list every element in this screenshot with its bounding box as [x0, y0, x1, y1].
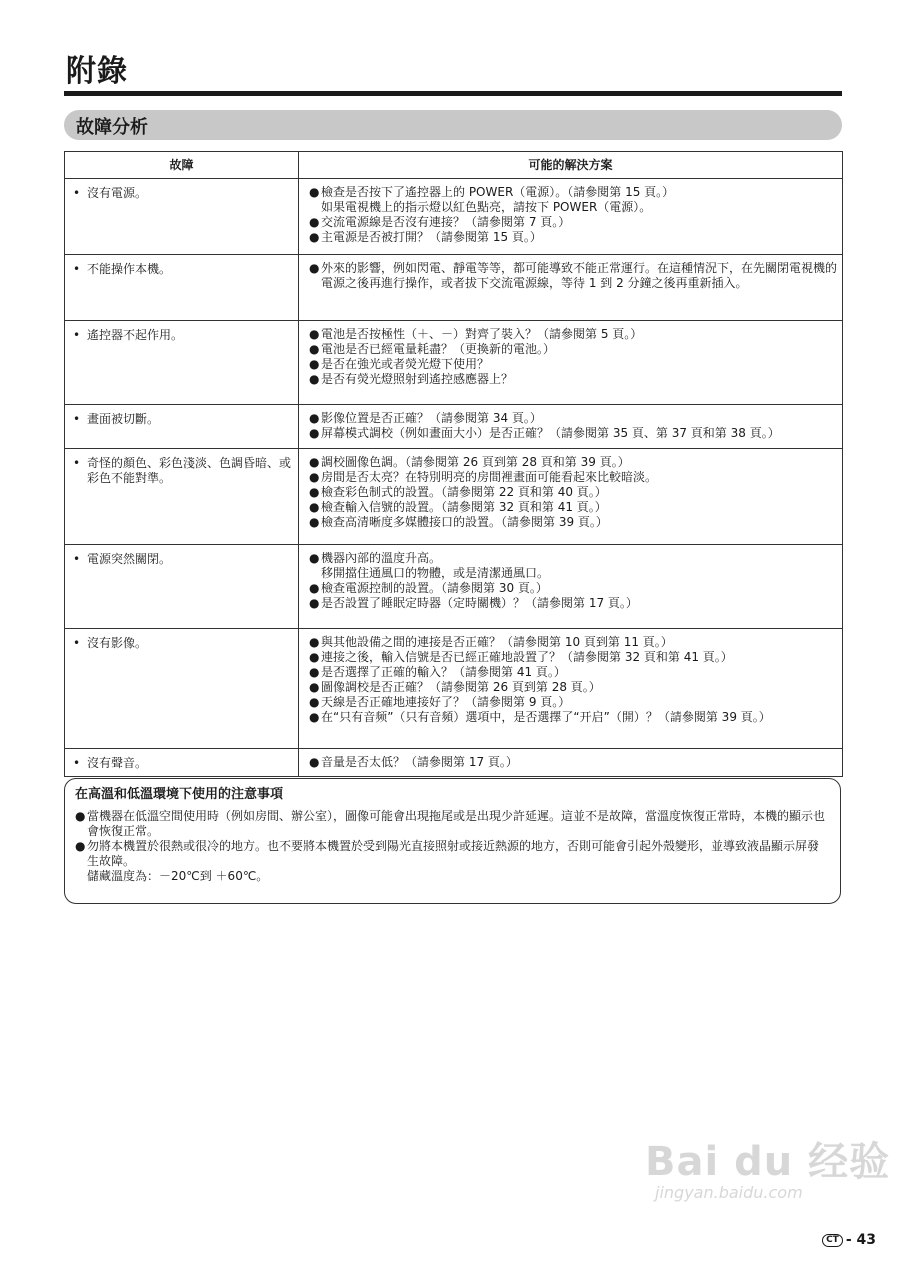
column-header-solution: 可能的解決方案: [299, 152, 843, 179]
notice-item: [75, 839, 830, 884]
solution-item: [309, 372, 838, 387]
bullet-icon: ●: [309, 485, 320, 499]
solution-item: [309, 635, 838, 650]
watermark-url: jingyan.baidu.com: [655, 1183, 803, 1202]
solution-text: 檢查電源控制的設置。（請參閱第 30 頁。）: [321, 581, 548, 595]
solution-text: 電池是否按極性（＋、－）對齊了裝入？（請參閱第 5 頁。）: [321, 327, 643, 341]
table-row: [65, 449, 843, 545]
bullet-icon: •: [73, 186, 81, 200]
notice-text: 當機器在低溫空間使用時（例如房間、辦公室），圖像可能會出現拖尾或是出現少許延遲。這並不是故障，當溫度恢復正常時，本機的顯示也會恢復正常。: [87, 809, 826, 838]
solution-item: [309, 551, 838, 581]
watermark-logo: Bai du 经验: [645, 1139, 891, 1185]
solution-text: 檢查輸入信號的設置。（請參閱第 32 頁和第 41 頁。）: [321, 500, 607, 514]
title-rule: [64, 91, 842, 96]
notice-list: [75, 809, 830, 884]
solution-text: 檢查高清晰度多媒體接口的設置。（請參閱第 39 頁。）: [321, 515, 608, 529]
bullet-icon: •: [73, 756, 81, 770]
solution-text: 調校圖像色調。（請參閱第 26 頁到第 28 頁和第 39 頁。）: [321, 455, 630, 469]
problem-text: 沒有電源。: [87, 186, 148, 200]
solution-list: [309, 185, 838, 245]
solution-text: 電池是否已經電量耗盡？（更換新的電池。）: [321, 342, 556, 356]
section-header: [64, 110, 842, 140]
solution-text: 屏幕模式調校（例如畫面大小）是否正確？（請參閱第 35 頁、第 37 頁和第 38 頁。）: [321, 426, 780, 440]
problem-cell: [65, 321, 299, 405]
solution-text: 檢查彩色制式的設置。（請參閱第 22 頁和第 40 頁。）: [321, 485, 607, 499]
table-row: [65, 629, 843, 749]
solution-text: 是否選擇了正確的輸入？（請參閱第 41 頁。）: [321, 665, 566, 679]
solution-list: [309, 261, 838, 291]
bullet-icon: ●: [309, 327, 320, 341]
bullet-icon: ●: [309, 680, 320, 694]
bullet-icon: ●: [309, 596, 320, 610]
problem-item: [73, 636, 292, 651]
solution-cell: [299, 405, 843, 449]
bullet-icon: ●: [309, 515, 320, 529]
notice-box: [64, 778, 841, 904]
solution-item: [309, 357, 838, 372]
solution-text: 天線是否正確地連接好了？（請參閱第 9 頁。）: [321, 695, 571, 709]
problem-cell: [65, 629, 299, 749]
solution-cell: [299, 449, 843, 545]
bullet-icon: ●: [309, 261, 320, 275]
problem-cell: [65, 255, 299, 321]
problem-text: 遙控器不起作用。: [87, 328, 184, 342]
bullet-icon: ●: [309, 455, 320, 469]
bullet-icon: ●: [309, 551, 320, 565]
solution-text: 是否設置了睡眠定時器（定時關機）？（請參閱第 17 頁。）: [321, 596, 638, 610]
bullet-icon: •: [73, 456, 81, 470]
solution-item: [309, 426, 838, 441]
bullet-icon: ●: [309, 411, 320, 425]
watermark: [645, 1140, 890, 1202]
solution-item: [309, 596, 838, 611]
bullet-icon: •: [73, 328, 81, 342]
solution-list: [309, 327, 838, 387]
bullet-icon: ●: [309, 695, 320, 709]
table-row: [65, 545, 843, 629]
page-number: - 43: [845, 1232, 876, 1248]
problem-cell: [65, 449, 299, 545]
solution-list: [309, 551, 838, 611]
solution-text: 音量是否太低？（請參閱第 17 頁。）: [321, 755, 518, 769]
solution-item: [309, 327, 838, 342]
solution-text: 主電源是否被打開？（請參閱第 15 頁。）: [321, 230, 542, 244]
bullet-icon: •: [73, 412, 81, 426]
problem-cell: [65, 749, 299, 777]
page-title: 附錄: [66, 54, 128, 89]
bullet-icon: •: [73, 552, 81, 566]
solution-list: [309, 455, 838, 530]
solution-list: [309, 635, 838, 725]
solution-text: 外來的影響，例如閃電、靜電等等，都可能導致不能正常運行。在這種情況下，在先關閉電視機的電源之後再進行操作，或者拔下交流電源線，等待 1 到 2 分鐘之後再重新插入。: [321, 261, 838, 290]
solution-text: 是否在強光或者熒光燈下使用？: [321, 357, 490, 371]
solution-text: 是否有熒光燈照射到遙控感應器上？: [321, 372, 514, 386]
solution-text: 檢查是否按下了遙控器上的 POWER（電源）。（請參閱第 15 頁。） 如果電視機上的指示燈以紅色點亮，請按下 POWER（電源）。: [321, 185, 675, 214]
bullet-icon: ●: [309, 230, 320, 244]
solution-item: [309, 185, 838, 215]
solution-text: 房間是否太亮？在特別明亮的房間裡畫面可能看起來比較暗淡。: [321, 470, 658, 484]
column-header-problem: 故障: [65, 152, 299, 179]
solution-text: 與其他設備之間的連接是否正確？（請參閱第 10 頁到第 11 頁。）: [321, 635, 673, 649]
bullet-icon: ●: [75, 839, 86, 853]
solution-item: [309, 470, 838, 485]
notice-item: [75, 809, 830, 839]
bullet-icon: ●: [309, 650, 320, 664]
solution-item: [309, 755, 838, 770]
solution-cell: [299, 255, 843, 321]
problem-item: [73, 328, 292, 343]
problem-item: [73, 186, 292, 201]
solution-item: [309, 500, 838, 515]
table-row: [65, 321, 843, 405]
bullet-icon: ●: [75, 809, 86, 823]
bullet-icon: ●: [309, 426, 320, 440]
problem-text: 電源突然關閉。: [87, 552, 172, 566]
solution-item: [309, 680, 838, 695]
solution-item: [309, 581, 838, 596]
bullet-icon: •: [73, 262, 81, 276]
table-header-row: [65, 152, 843, 179]
solution-cell: [299, 749, 843, 777]
notice-text: 勿將本機置於很熱或很冷的地方。也不要將本機置於受到陽光直接照射或接近熱源的地方，否則可能會引起外殼變形，並導致液晶顯示屏發生故障。 儲藏溫度為：－20℃到 ＋60℃。: [87, 839, 820, 883]
solution-list: [309, 755, 838, 770]
table-row: [65, 749, 843, 777]
problem-item: [73, 756, 292, 771]
table-row: [65, 179, 843, 255]
solution-cell: [299, 629, 843, 749]
page-footer: [822, 1232, 876, 1248]
solution-item: [309, 485, 838, 500]
bullet-icon: ●: [309, 581, 320, 595]
problem-text: 奇怪的顏色、彩色淺淡、色調昏暗、或彩色不能對準。: [87, 456, 292, 485]
bullet-icon: ●: [309, 215, 320, 229]
language-badge: CT: [822, 1234, 843, 1247]
bullet-icon: ●: [309, 635, 320, 649]
solution-item: [309, 710, 838, 725]
solution-item: [309, 411, 838, 426]
problem-text: 不能操作本機。: [87, 262, 172, 276]
table-body: [65, 179, 843, 777]
bullet-icon: ●: [309, 357, 320, 371]
solution-item: [309, 665, 838, 680]
solution-item: [309, 455, 838, 470]
solution-text: 連接之後，輸入信號是否已經正確地設置了？（請參閱第 32 頁和第 41 頁。）: [321, 650, 733, 664]
solution-text: 交流電源線是否沒有連接？（請參閱第 7 頁。）: [321, 215, 571, 229]
solution-item: [309, 515, 838, 530]
problem-item: [73, 456, 292, 486]
bullet-icon: •: [73, 636, 81, 650]
solution-item: [309, 695, 838, 710]
solution-item: [309, 230, 838, 245]
table-row: [65, 255, 843, 321]
solution-cell: [299, 179, 843, 255]
bullet-icon: ●: [309, 342, 320, 356]
solution-list: [309, 411, 838, 441]
problem-text: 沒有影像。: [87, 636, 148, 650]
troubleshooting-table: [64, 151, 843, 777]
solution-item: [309, 342, 838, 357]
bullet-icon: ●: [309, 500, 320, 514]
problem-item: [73, 262, 292, 277]
bullet-icon: ●: [309, 470, 320, 484]
problem-cell: [65, 179, 299, 255]
solution-item: [309, 215, 838, 230]
solution-item: [309, 261, 838, 291]
problem-cell: [65, 405, 299, 449]
solution-cell: [299, 545, 843, 629]
section-title: 故障分析: [76, 117, 148, 138]
bullet-icon: ●: [309, 185, 320, 199]
bullet-icon: ●: [309, 710, 320, 724]
solution-text: 圖像調校是否正確？（請參閱第 26 頁到第 28 頁。）: [321, 680, 601, 694]
solution-text: 在“只有音频”（只有音頻）選項中，是否選擇了“开启”（開）？（請參閱第 39 頁。）: [321, 710, 771, 724]
bullet-icon: ●: [309, 755, 320, 769]
table-row: [65, 405, 843, 449]
notice-title: 在高溫和低溫環境下使用的注意事項: [75, 787, 284, 802]
solution-cell: [299, 321, 843, 405]
problem-item: [73, 552, 292, 567]
bullet-icon: ●: [309, 372, 320, 386]
solution-text: 機器內部的溫度升高。 移開擋住通風口的物體，或是清潔通風口。: [321, 551, 550, 580]
bullet-icon: ●: [309, 665, 320, 679]
problem-text: 畫面被切斷。: [87, 412, 160, 426]
problem-item: [73, 412, 292, 427]
problem-cell: [65, 545, 299, 629]
solution-text: 影像位置是否正確？（請參閱第 34 頁。）: [321, 411, 542, 425]
problem-text: 沒有聲音。: [87, 756, 148, 770]
solution-item: [309, 650, 838, 665]
